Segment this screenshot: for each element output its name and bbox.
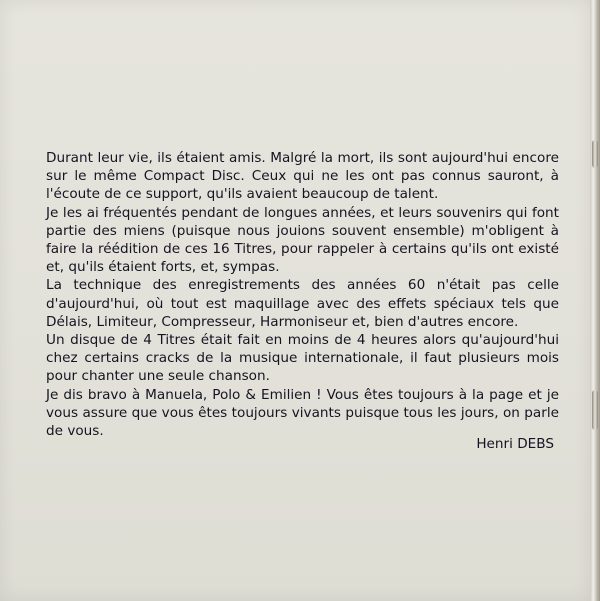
signature: Henri DEBS [476, 436, 554, 452]
paragraph-3: La technique des enregistrements des années 60 n'était pas celle d'aujourd'hui, où tout est maquillage avec des effets spéciaux tels que Délais, Limiteur, Compresseur, Harmoniseur et, bien d'autres encore. [46, 277, 559, 330]
paragraph-2: Je les ai fréquentés pendant de longues années, et leurs souvenirs qui font partie des miens (puisque nous jouions souvent ensemble) m'obligent à faire la réédition de ces 16 Titres, pour rappeler à certains qu'ils ont existé et, qu'ils étaient forts, et, sympas. [46, 204, 559, 276]
paragraph-1: Durant leur vie, ils étaient amis. Malgré la mort, ils sont aujourd'hui encore sur le même Compact Disc. Ceux qui ne les ont pas connus sauront, à l'écoute de ce support, qu'ils avaient beaucoup de talent. [46, 150, 559, 203]
booklet-spine [590, 0, 600, 601]
spine-notch-top [592, 140, 598, 168]
paragraph-4: Un disque de 4 Titres était fait en moins de 4 heures alors qu'aujourd'hui chez certains cracks de la musique internationale, il faut plusieurs mois pour chanter une seule chanson. [46, 332, 559, 385]
spine-notch-bottom [592, 390, 598, 430]
liner-notes-text [46, 149, 559, 440]
paragraph-5: Je dis bravo à Manuela, Polo & Emilien ! Vous êtes toujours à la page et je vous assure que vous êtes toujours vivants puisque tous les jours, on parle de vous. [46, 386, 559, 440]
